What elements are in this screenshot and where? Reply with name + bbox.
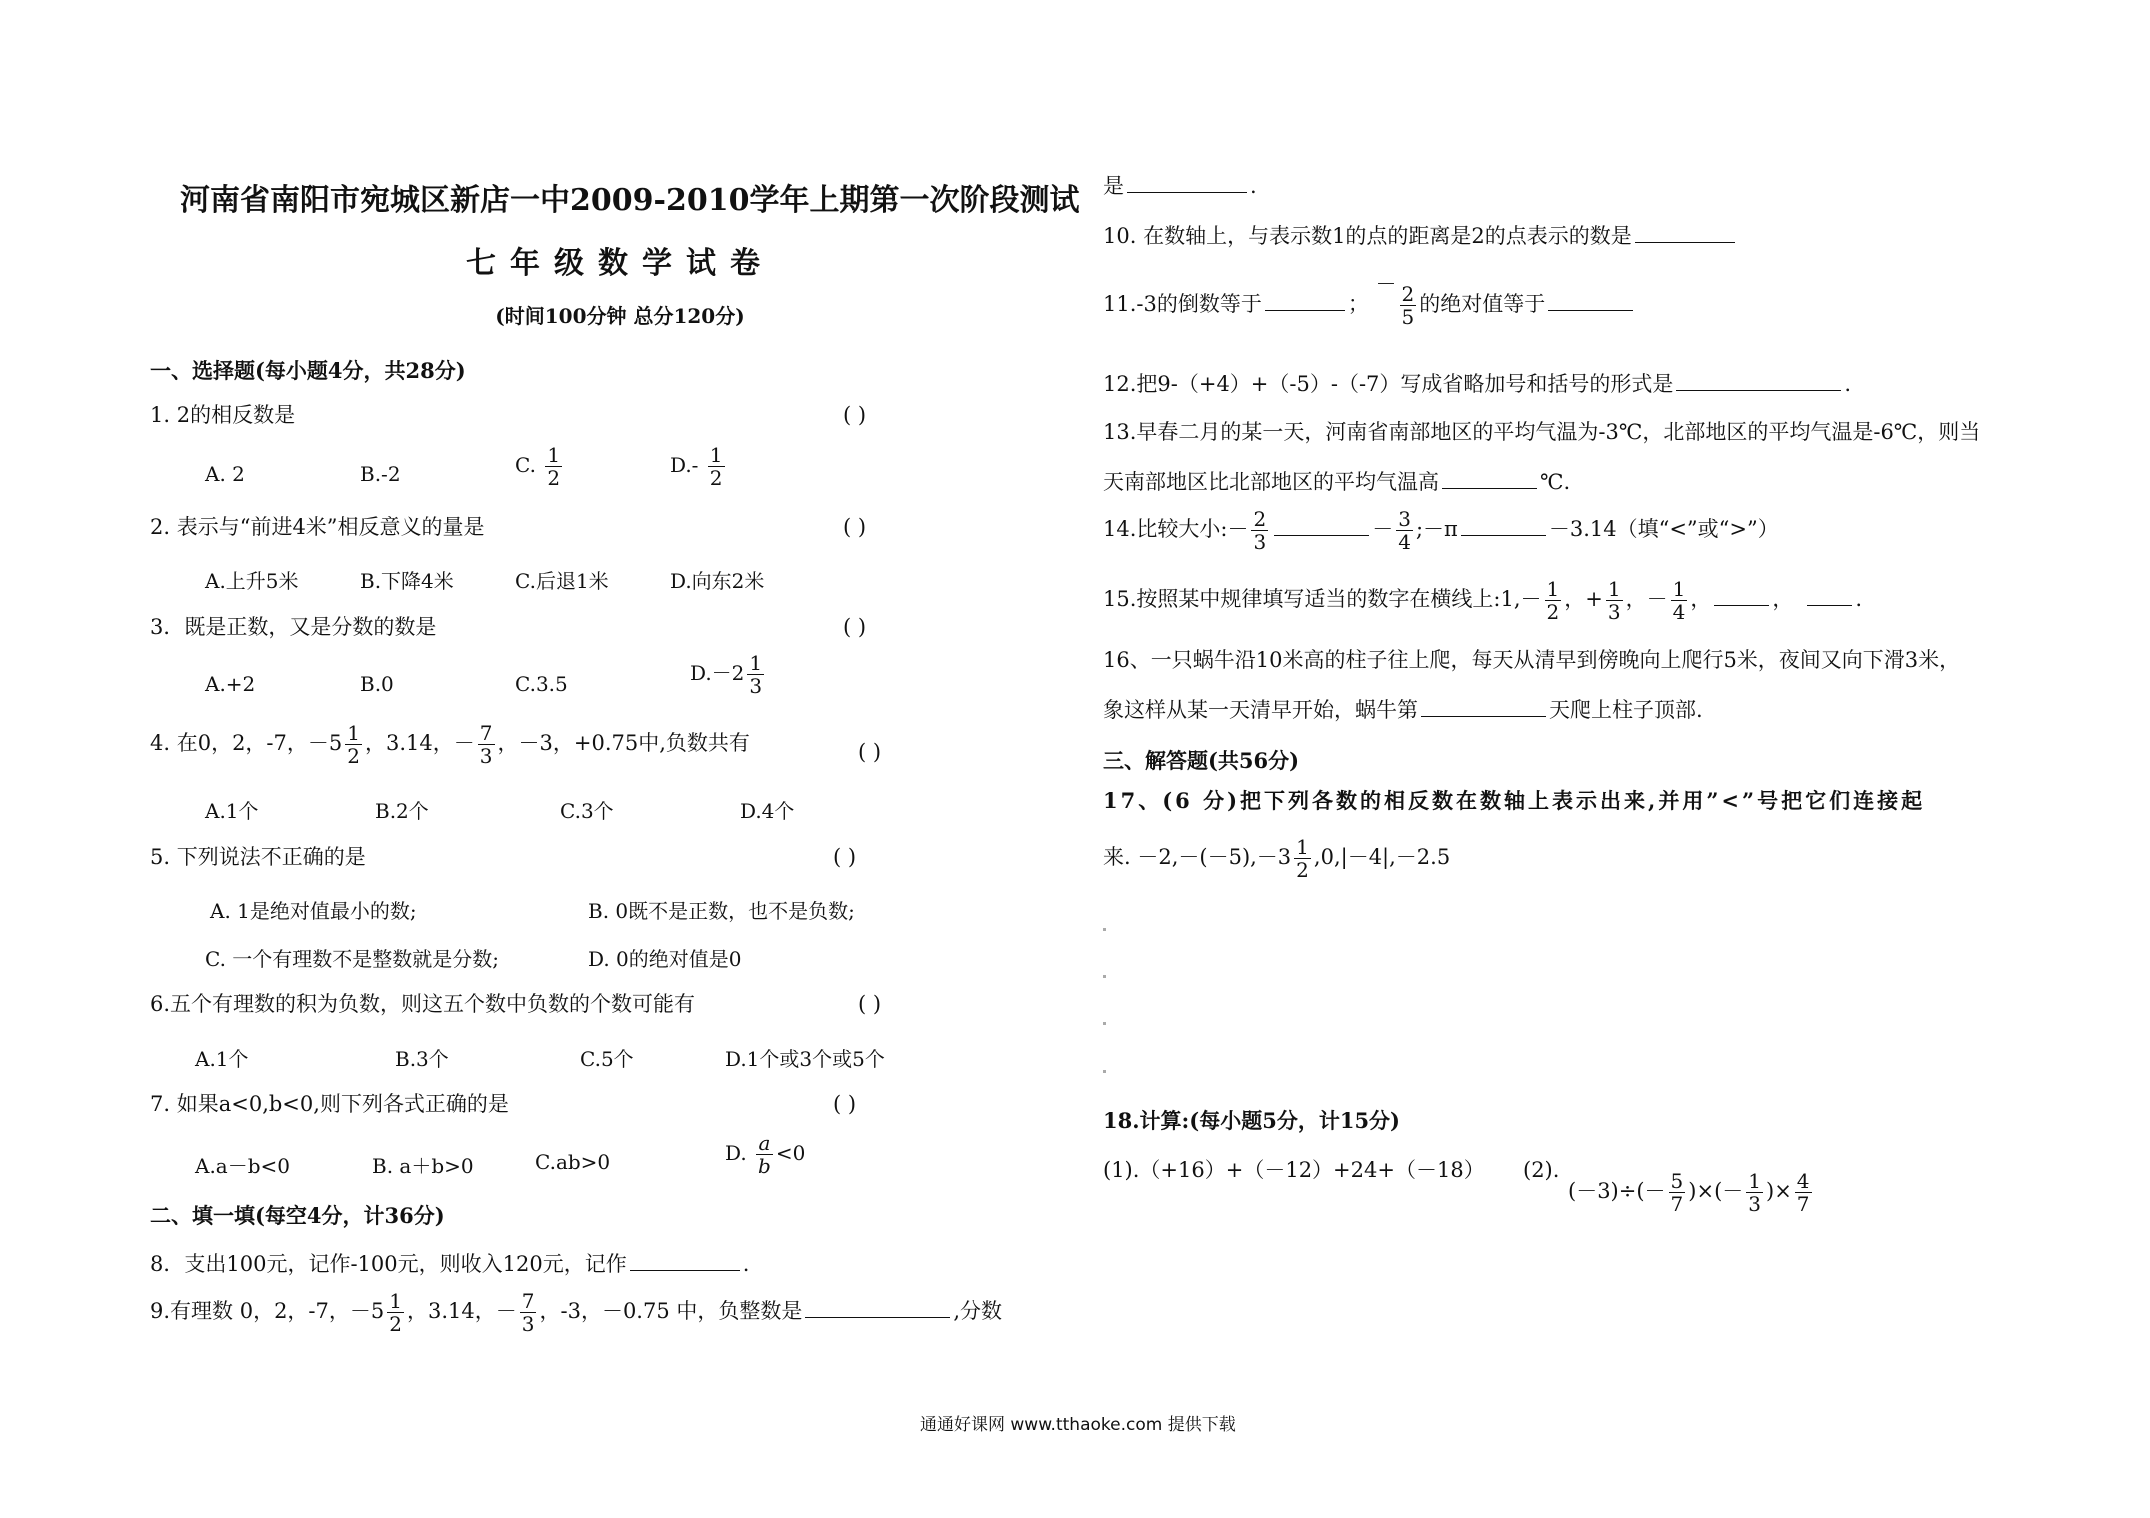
numerator: 7 [479, 721, 493, 745]
denominator: 2 [709, 466, 723, 490]
q6-option-c: C.5个 [580, 1047, 634, 1071]
answer-blank[interactable] [1676, 370, 1841, 391]
question-11 [1103, 272, 1636, 328]
q4-option-c: C.3个 [560, 799, 614, 823]
answer-blank[interactable] [1274, 515, 1369, 536]
question-15 [1103, 578, 1862, 623]
q5-option-d: D. 0的绝对值是0 [588, 947, 742, 971]
q18-text-b: )×(－ [1688, 1179, 1744, 1203]
question-14 [1103, 508, 1779, 553]
q4-text-c: ，－3，+0.75中,负数共有 [497, 731, 750, 755]
denominator: 7 [1670, 1192, 1684, 1216]
question-17: 17、(6 分)把下列各数的相反数在数轴上表示出来,并用”<”号把它们连接起 [1103, 788, 1926, 813]
q4-option-a: A.1个 [205, 799, 259, 823]
denominator: 4 [1398, 530, 1411, 554]
answer-blank[interactable] [805, 1297, 950, 1318]
answer-blank[interactable] [1265, 290, 1345, 311]
denominator: b [758, 1154, 771, 1178]
numerator: 1 [389, 1289, 402, 1313]
fraction [1746, 1170, 1763, 1215]
fraction [520, 1290, 537, 1335]
q13-text-b: ℃. [1540, 470, 1571, 494]
question-13-line-2 [1103, 468, 1570, 495]
q1-option-c-label: C. [515, 453, 536, 477]
q16-text-a: 象这样从某一天清早开始，蜗牛第 [1103, 698, 1418, 722]
q16-text-b: 天爬上柱子顶部. [1549, 698, 1703, 722]
q14-text-c: ;－π [1415, 517, 1458, 541]
fraction [1606, 578, 1623, 623]
fraction [1400, 283, 1417, 328]
denominator: 2 [347, 744, 360, 768]
q6-option-a: A.1个 [195, 1047, 249, 1071]
question-8 [150, 1250, 749, 1277]
numerator: 7 [521, 1289, 535, 1313]
fraction [747, 652, 764, 697]
q2-option-a: A.上升5米 [205, 569, 299, 593]
exam-subtitle: 七年级数学试卷 [466, 246, 774, 281]
q2-option-c: C.后退1米 [515, 569, 609, 593]
question-4 [150, 722, 750, 767]
footer-credit: 通通好课网 www.tthaoke.com 提供下载 [920, 1415, 1236, 1435]
answer-paren-5: ( ) [833, 845, 857, 869]
question-6: 6.五个有理数的积为负数，则这五个数中负数的个数可能有 [150, 992, 696, 1016]
question-1: 1. 2的相反数是 [150, 403, 296, 427]
fraction [1294, 836, 1311, 881]
q5-option-b: B. 0既不是正数，也不是负数; [588, 899, 855, 923]
question-2: 2. 表示与“前进4米”相反意义的量是 [150, 515, 485, 539]
q15-text-b: ，+ [1564, 587, 1603, 611]
fraction [545, 444, 562, 489]
numerator: 3 [1398, 507, 1411, 531]
denominator: 2 [547, 466, 561, 490]
q5-option-c: C. 一个有理数不是整数就是分数; [205, 947, 500, 971]
q6-option-b: B.3个 [395, 1047, 449, 1071]
question-12 [1103, 370, 1851, 397]
faint-mark [1103, 928, 1106, 931]
fraction [345, 722, 362, 767]
answer-blank[interactable] [1807, 585, 1852, 606]
question-7: 7. 如果a<0,b<0,则下列各式正确的是 [150, 1092, 509, 1116]
numerator: 1 [1748, 1169, 1761, 1193]
answer-paren-3: ( ) [843, 615, 867, 639]
q13-text-a: 天南部地区比北部地区的平均气温高 [1103, 470, 1439, 494]
section-2-heading: 二、填一填(每空4分，计36分) [150, 1203, 445, 1228]
q7-option-d-label: D. [725, 1141, 747, 1165]
q17-text-b: ,0,|－4|,－2.5 [1313, 845, 1451, 869]
q15-text-f: . [1855, 587, 1863, 611]
faint-mark [1103, 1070, 1106, 1073]
q7-option-d [725, 1132, 805, 1177]
q7-option-b: B. a＋b>0 [372, 1154, 474, 1178]
question-10 [1103, 222, 1738, 249]
denominator: 2 [1546, 600, 1560, 624]
q15-text-a: 15.按照某中规律填写适当的数字在横线上:1,－ [1103, 587, 1542, 611]
q14-text-d: －3.14（填“<”或“>”） [1548, 517, 1779, 541]
denominator: 3 [521, 1312, 535, 1336]
denominator: 7 [1796, 1192, 1810, 1216]
q1-option-d-label: D.- [670, 453, 699, 477]
denominator: 3 [1253, 530, 1267, 554]
answer-blank[interactable] [630, 1250, 740, 1271]
denominator: 5 [1401, 305, 1415, 329]
q8-text-b: . [742, 1252, 750, 1276]
numerator: 1 [1607, 577, 1621, 601]
numerator: 1 [1296, 835, 1309, 859]
numerator: 1 [1546, 577, 1560, 601]
q15-text-d: ， [1690, 587, 1712, 611]
question-5: 5. 下列说法不正确的是 [150, 845, 366, 869]
q11-text-a: 11.-3的倒数等于 [1103, 292, 1262, 316]
q7-option-c: C.ab>0 [535, 1150, 611, 1174]
fraction [1795, 1170, 1812, 1215]
q9-text-b: ，3.14，－ [406, 1299, 517, 1323]
q3-option-d [690, 652, 767, 697]
numerator: 1 [1672, 577, 1686, 601]
answer-blank[interactable] [1714, 585, 1769, 606]
numerator: 1 [547, 443, 561, 467]
answer-paren-1: ( ) [843, 403, 867, 427]
question-16: 16、一只蜗牛沿10米高的柱子往上爬，每天从清早到傍晚向上爬行5米，夜间又向下滑3米， [1103, 648, 1961, 672]
numerator: 1 [709, 443, 723, 467]
answer-blank[interactable] [1421, 696, 1546, 717]
question-3: 3．既是正数，又是分数的数是 [150, 615, 437, 639]
q1-option-b: B.-2 [360, 462, 401, 486]
exam-title: 河南省南阳市宛城区新店一中2009-2010学年上期第一次阶段测试 [180, 183, 1080, 218]
q9-text-d: ,分数 [953, 1299, 1003, 1323]
q3-option-d-label: D.－2 [690, 661, 745, 685]
answer-blank[interactable] [1461, 515, 1546, 536]
q7-option-d-tail: <0 [775, 1141, 806, 1165]
q15-text-e: ， [1772, 587, 1794, 611]
numerator: 2 [1253, 507, 1267, 531]
q2-option-b: B.下降4米 [360, 569, 454, 593]
q9-text-a: 9.有理数 0，2，-7，－5 [150, 1299, 385, 1323]
question-18-part-1: (1).（+16）+（－12）+24+（－18） [1103, 1158, 1485, 1182]
denominator: 3 [1607, 600, 1621, 624]
fraction [1396, 508, 1413, 553]
answer-paren-7: ( ) [833, 1092, 857, 1116]
answer-paren-6: ( ) [858, 992, 882, 1016]
numerator: 2 [1401, 282, 1415, 306]
question-16-line-2 [1103, 696, 1703, 723]
q1-option-c [515, 444, 565, 489]
fraction [1671, 578, 1688, 623]
question-9 [150, 1290, 1002, 1335]
denominator: 3 [1748, 1192, 1761, 1216]
numerator: 5 [1670, 1169, 1684, 1193]
q3-option-c: C.3.5 [515, 672, 568, 696]
q7-option-a: A.a－b<0 [195, 1154, 291, 1178]
numerator: 1 [749, 651, 763, 675]
fraction [1251, 508, 1268, 553]
q18-text-a: (－3)÷(－ [1568, 1179, 1666, 1203]
q14-text-a: 14.比较大小:－ [1103, 517, 1249, 541]
denominator: 4 [1672, 600, 1686, 624]
fraction [1545, 578, 1562, 623]
q5-option-a: A. 1是绝对值最小的数; [210, 899, 417, 923]
question-18-part-2-label: (2). [1523, 1158, 1560, 1182]
q4-option-d: D.4个 [740, 799, 795, 823]
q10-text: 10. 在数轴上，与表示数1的点的距离是2的点表示的数是 [1103, 224, 1632, 248]
q1-option-d [670, 444, 728, 489]
q9-text-c: ，-3，－0.75 中，负整数是 [539, 1299, 803, 1323]
answer-blank[interactable] [1548, 290, 1633, 311]
q17-text-a: 来. －2,－(－5),－3 [1103, 845, 1292, 869]
answer-paren-4: ( ) [858, 740, 882, 764]
fraction [1669, 1170, 1686, 1215]
question-18-part-2 [1568, 1170, 1815, 1215]
denominator: 2 [389, 1312, 402, 1336]
denominator: 2 [1296, 858, 1309, 882]
q8-text-a: 8．支出100元，记作-100元，则收入120元，记作 [150, 1252, 627, 1276]
q11-sign: － [1375, 272, 1397, 296]
denominator: 3 [749, 674, 763, 698]
q9-cont: 是 [1103, 174, 1124, 198]
q4-option-b: B.2个 [375, 799, 429, 823]
fraction [478, 722, 495, 767]
section-3-heading: 三、解答题(共56分) [1103, 748, 1300, 773]
q6-option-d: D.1个或3个或5个 [725, 1047, 885, 1071]
q11-text-c: 的绝对值等于 [1419, 292, 1546, 316]
q3-option-b: B.0 [360, 672, 394, 696]
time-note: (时间100分钟 总分120分) [495, 304, 745, 328]
numerator: 1 [347, 721, 360, 745]
numerator: a [756, 1132, 773, 1155]
q1-option-a: A. 2 [205, 462, 245, 486]
answer-blank[interactable] [1442, 468, 1537, 489]
q3-option-a: A.+2 [205, 672, 256, 696]
q18-text-c: )× [1766, 1179, 1792, 1203]
faint-mark [1103, 975, 1106, 978]
denominator: 3 [479, 744, 493, 768]
numerator: 4 [1796, 1169, 1810, 1193]
q12-text-b: . [1844, 372, 1852, 396]
q9-cont-tail: . [1250, 174, 1257, 198]
q4-text-a: 4. 在0，2，-7，－5 [150, 731, 343, 755]
q11-text-b: ； [1347, 292, 1369, 316]
answer-paren-2: ( ) [843, 515, 867, 539]
q14-text-b: － [1372, 517, 1394, 541]
section-1-heading: 一、选择题(每小题4分，共28分) [150, 358, 466, 383]
answer-blank[interactable] [1127, 172, 1247, 193]
answer-blank[interactable] [1635, 222, 1735, 243]
q12-text-a: 12.把9-（+4）+（-5）-（-7）写成省略加号和括号的形式是 [1103, 372, 1674, 396]
faint-mark [1103, 1022, 1106, 1025]
question-13: 13.早春二月的某一天，河南省南部地区的平均气温为-3℃，北部地区的平均气温是-6℃，则当 [1103, 420, 1981, 444]
q4-text-b: ，3.14，－ [365, 731, 475, 755]
fraction [387, 1290, 404, 1335]
q2-option-d: D.向东2米 [670, 569, 765, 593]
question-17-line-2 [1103, 836, 1450, 881]
q15-text-c: ，－ [1625, 587, 1668, 611]
fraction [708, 444, 725, 489]
question-9-continuation [1103, 172, 1257, 199]
fraction [756, 1132, 773, 1177]
question-18-heading: 18.计算:(每小题5分，计15分) [1103, 1108, 1400, 1133]
